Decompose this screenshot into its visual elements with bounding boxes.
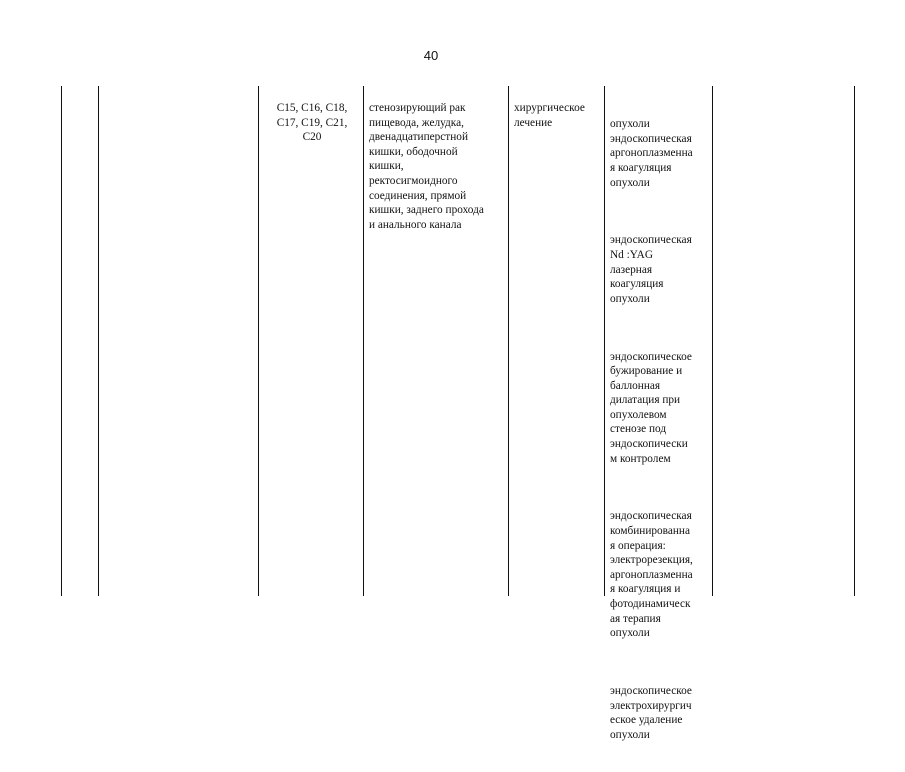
column-divider	[712, 86, 713, 596]
column-divider	[363, 86, 364, 596]
column-divider	[604, 86, 605, 596]
column-divider	[508, 86, 509, 596]
method-item: эндоскопическая Nd :YAG лазерная коагуляция опухоли	[610, 234, 692, 305]
icd-codes-cell: C15, C16, C18, C17, C19, C21, C20	[276, 102, 348, 144]
page-number: 40	[423, 48, 439, 63]
column-divider	[258, 86, 259, 596]
method-item: эндоскопическое бужирование и баллонная дилатация при опухолевом стенозе под эндоскопически м контролем	[610, 350, 692, 465]
method-item: опухоли эндоскопическая аргоноплазменна я коагуляция опухоли	[610, 118, 693, 189]
method-item: эндоскопическое электрохирургич еское удаление опухоли	[610, 684, 692, 741]
treatment-type-cell: хирургическое лечение	[514, 102, 585, 129]
diagnosis-cell: стенозирующий рак пищевода, желудка, двенадцатиперстной кишки, ободочной кишки, ректосигмоидного соединения, прямой кишки, заднего прохода и анального канала	[369, 102, 484, 231]
treatment-methods-cell	[610, 88, 693, 772]
method-item: эндоскопическая комбинированна я операция: электрорезекция, аргоноплазменна я коагуляция и фотодинамическ ая терапия опухоли	[610, 510, 693, 640]
table-border-right	[854, 86, 855, 596]
table-border-left	[61, 86, 62, 596]
column-divider	[98, 86, 99, 596]
